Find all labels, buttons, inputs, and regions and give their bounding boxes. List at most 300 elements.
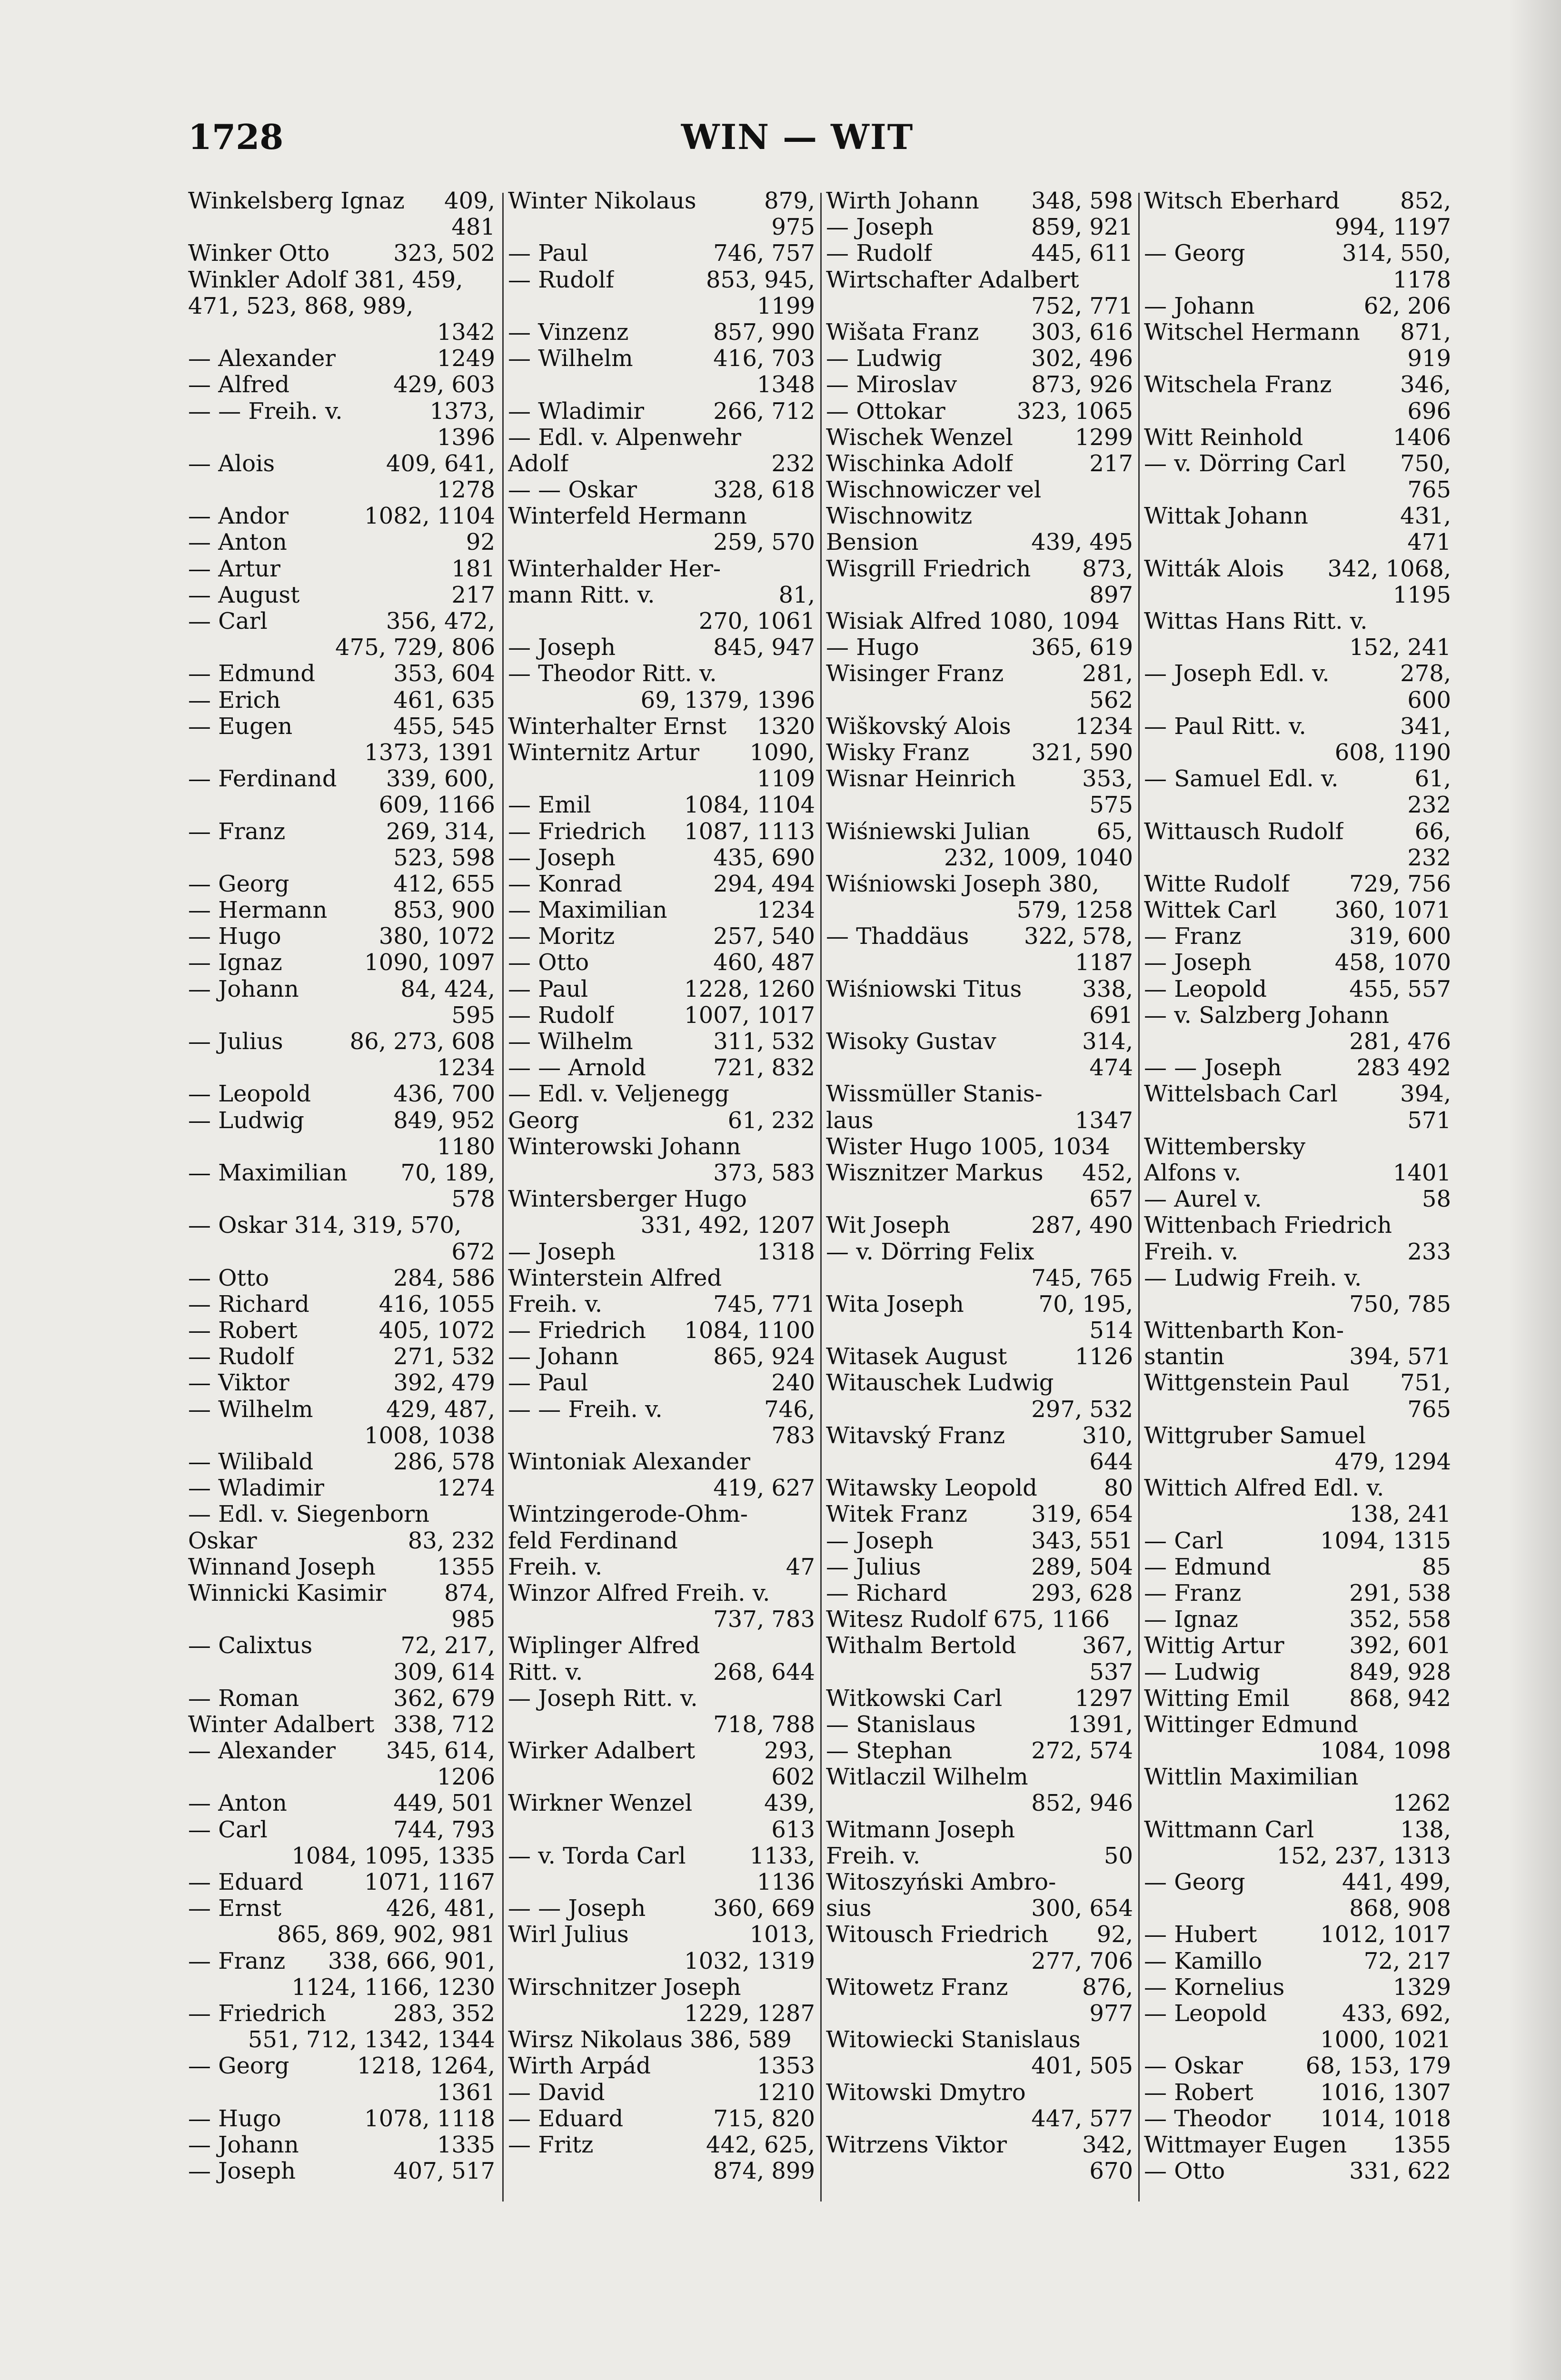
entry-page-refs: 348, 598 <box>1031 188 1133 214</box>
entry-page-refs: 1008, 1038 <box>364 1422 495 1449</box>
entry-name: — Hugo <box>188 923 281 950</box>
entry-name: Georg <box>508 1107 579 1134</box>
index-entry-line <box>188 1449 495 1475</box>
entry-name: — Ludwig Freih. v. <box>1144 1265 1362 1291</box>
entry-page-refs: 613 <box>771 1816 815 1843</box>
entry-page-refs: 718, 788 <box>713 1711 815 1738</box>
entry-page-refs: 644 <box>1089 1449 1133 1475</box>
entry-page-refs: 744, 793 <box>393 1816 495 1843</box>
entry-page-refs: 281, 476 <box>1349 1029 1451 1055</box>
entry-page-refs <box>1446 1212 1451 1239</box>
index-column-4 <box>1144 188 1451 2206</box>
entry-page-refs: 84, 424, <box>400 976 495 1002</box>
index-entry-line <box>826 1423 1133 1449</box>
index-entry-line <box>508 1318 815 1344</box>
index-entry-line <box>1144 1712 1451 1738</box>
entry-page-refs: 367, <box>1082 1633 1133 1659</box>
entry-name: Witowski Dmytro <box>826 2079 1026 2106</box>
index-entry-line <box>508 2106 815 2132</box>
index-entry-line <box>826 1712 1133 1738</box>
entry-page-refs: 232 <box>771 450 815 477</box>
index-entry-line <box>1144 1475 1451 1501</box>
index-entry-line <box>1144 372 1451 398</box>
index-entry-line <box>188 1397 495 1423</box>
index-entry-line <box>1144 1554 1451 1580</box>
entry-page-refs: 58 <box>1422 1186 1451 1213</box>
entry-page-refs <box>810 503 815 529</box>
entry-page-refs: 68, 153, 179 <box>1305 2053 1451 2080</box>
index-entry-line <box>508 1397 815 1423</box>
index-entry-line <box>188 714 495 740</box>
index-entry-line <box>826 766 1133 792</box>
index-entry-line <box>508 2080 815 2106</box>
entry-name: Witesz Rudolf 675, 1166 <box>826 1606 1110 1633</box>
entry-name: Winter Nikolaus <box>508 188 696 214</box>
entry-page-refs: 765 <box>1407 1396 1451 1423</box>
entry-name: — Ludwig <box>826 346 942 372</box>
index-entry-line <box>826 1160 1133 1186</box>
entry-page-refs: 449, 501 <box>393 1790 495 1817</box>
entry-page-refs: 392, 601 <box>1349 1633 1451 1659</box>
index-entry-line <box>826 1055 1133 1081</box>
entry-page-refs: 1391, <box>1067 1711 1133 1738</box>
entry-name: Witousch Friedrich <box>826 1922 1049 1948</box>
entry-name: Wirkner Wenzel <box>508 1790 693 1817</box>
entry-name: — Vinzenz <box>508 319 629 346</box>
entry-name: — Joseph <box>188 2158 296 2185</box>
index-entry-line <box>1144 1186 1451 1212</box>
entry-name: Wisiak Alfred 1080, 1094 <box>826 608 1120 635</box>
entry-page-refs <box>490 1501 495 1527</box>
entry-page-refs <box>810 1974 815 2001</box>
index-entry-line <box>188 897 495 923</box>
index-entry-line <box>826 503 1133 529</box>
entry-name: Winkelsberg Ignaz <box>188 188 405 214</box>
index-entry-line <box>826 661 1133 687</box>
index-entry-line <box>508 1081 815 1107</box>
entry-page-refs: 138, 241 <box>1349 1501 1451 1528</box>
entry-name: — Stanislaus <box>826 1711 976 1738</box>
entry-page-refs: 737, 783 <box>713 1606 815 1633</box>
index-entry-line <box>508 1212 815 1239</box>
index-entry-line <box>508 976 815 1002</box>
index-entry-line <box>508 1686 815 1712</box>
index-entry-line <box>508 923 815 950</box>
entry-name: Wischek Wenzel <box>826 424 1013 451</box>
index-entry-line <box>826 1659 1133 1686</box>
index-entry-line <box>508 1817 815 1843</box>
index-entry-line <box>826 923 1133 950</box>
entry-page-refs: 407, 517 <box>393 2158 495 2185</box>
entry-page-refs: 609, 1166 <box>378 792 495 819</box>
index-entry-line <box>826 1948 1133 1974</box>
entry-name: — Theodor Ritt. v. <box>508 661 717 687</box>
index-entry-line <box>508 582 815 608</box>
index-entry-line <box>188 923 495 950</box>
entry-name: — Franz <box>188 1948 286 1974</box>
index-entry-line <box>826 635 1133 661</box>
index-entry-line <box>1144 1869 1451 1895</box>
index-entry-line <box>188 1318 495 1344</box>
entry-name: Wischinka Adolf <box>826 450 1013 477</box>
entry-page-refs: 1109 <box>756 766 815 793</box>
entry-name: — Eugen <box>188 713 293 740</box>
index-entry-line <box>188 1081 495 1107</box>
index-entry-line <box>826 1974 1133 2001</box>
entry-page-refs: 365, 619 <box>1031 635 1133 661</box>
index-entry-line <box>826 714 1133 740</box>
index-entry-line <box>188 1239 495 1265</box>
index-entry-line <box>1144 1370 1451 1396</box>
entry-name: — Johann <box>1144 293 1255 319</box>
index-entry-line <box>826 214 1133 240</box>
entry-page-refs: 297, 532 <box>1031 1396 1133 1423</box>
index-entry-line <box>508 214 815 240</box>
entry-page-refs: 439, 495 <box>1031 529 1133 556</box>
index-entry-line <box>826 1291 1133 1318</box>
index-entry-line <box>508 635 815 661</box>
index-entry-line <box>1144 188 1451 214</box>
entry-page-refs <box>490 293 495 319</box>
entry-page-refs: 874, <box>444 1580 495 1606</box>
index-entry-line <box>1144 1449 1451 1475</box>
entry-page-refs: 1090, 1097 <box>364 950 495 976</box>
entry-name: — Thaddäus <box>826 923 969 950</box>
entry-name: Wirth Johann <box>826 188 979 214</box>
entry-page-refs: 72, 217 <box>1363 1948 1451 1974</box>
index-entry-line <box>188 214 495 240</box>
entry-page-refs: 474 <box>1089 1055 1133 1081</box>
entry-page-refs: 442, 625, <box>706 2132 815 2158</box>
index-entry-line <box>826 1212 1133 1239</box>
entry-name: — v. Salzberg Johann <box>1144 1002 1389 1029</box>
index-entry-line <box>508 608 815 635</box>
index-entry-line <box>826 346 1133 372</box>
entry-page-refs: 1126 <box>1074 1344 1133 1370</box>
entry-name: Wisky Franz <box>826 739 970 766</box>
entry-name: — Rudolf <box>508 267 615 293</box>
entry-page-refs: 426, 481, <box>386 1895 495 1922</box>
entry-page-refs: 876, <box>1082 1974 1133 2001</box>
entry-page-refs: 1084, 1098 <box>1320 1738 1451 1765</box>
entry-page-refs <box>1446 1712 1451 1738</box>
entry-page-refs: 152, 237, 1313 <box>1276 1843 1451 1869</box>
entry-name: — Eduard <box>188 1869 304 1895</box>
index-entry-line <box>188 188 495 214</box>
entry-page-refs: 152, 241 <box>1349 635 1451 661</box>
index-entry-line <box>508 661 815 687</box>
index-entry-line <box>1144 1817 1451 1843</box>
entry-name: — Joseph <box>826 1527 934 1554</box>
entry-page-refs: 303, 616 <box>1031 319 1133 346</box>
entry-page-refs: 670 <box>1089 2158 1133 2185</box>
index-entry-line <box>1144 425 1451 451</box>
index-entry-line <box>1144 1764 1451 1790</box>
entry-page-refs: 845, 947 <box>713 635 815 661</box>
entry-page-refs: 338, 666, 901, <box>328 1948 495 1974</box>
entry-name: — Alois <box>188 450 275 477</box>
entry-name: — Konrad <box>508 871 622 897</box>
entry-page-refs: 975 <box>771 214 815 241</box>
index-entry-line <box>826 188 1133 214</box>
entry-name: Wittmayer Eugen <box>1144 2132 1347 2158</box>
entry-name: — David <box>508 2079 605 2106</box>
index-entry-line <box>188 661 495 687</box>
entry-page-refs: 311, 532 <box>713 1029 815 1055</box>
entry-page-refs: 1012, 1017 <box>1320 1922 1451 1948</box>
entry-name: — Aurel v. <box>1144 1186 1262 1213</box>
entry-page-refs: 85 <box>1422 1554 1451 1580</box>
entry-page-refs: 452, <box>1082 1160 1133 1186</box>
entry-name: — Georg <box>188 2053 289 2080</box>
entry-page-refs: 232 <box>1407 792 1451 819</box>
entry-name: Wirl Julius <box>508 1922 629 1948</box>
entry-page-refs: 985 <box>451 1606 495 1633</box>
index-entry-line <box>188 845 495 871</box>
entry-name: — Stephan <box>826 1738 953 1765</box>
index-entry-line <box>508 1002 815 1029</box>
entry-page-refs: 310, <box>1082 1422 1133 1449</box>
entry-page-refs: 278, <box>1400 661 1451 687</box>
entry-page-refs: 721, 832 <box>713 1055 815 1081</box>
entry-page-refs: 551, 712, 1342, 1344 <box>248 2027 495 2053</box>
index-entry-line <box>826 372 1133 398</box>
entry-name: — Franz <box>188 818 286 845</box>
entry-name: Witmann Joseph <box>826 1816 1015 1843</box>
index-entry-line <box>188 1659 495 1686</box>
entry-page-refs: 571 <box>1407 1107 1451 1134</box>
entry-page-refs: 849, 928 <box>1349 1659 1451 1686</box>
entry-page-refs: 47 <box>785 1554 815 1580</box>
running-head: WIN — WIT <box>681 117 914 157</box>
entry-page-refs <box>1446 1318 1451 1344</box>
entry-page-refs: 181 <box>451 555 495 582</box>
index-entry-line <box>508 1134 815 1160</box>
index-entry-line <box>826 976 1133 1002</box>
index-entry-line <box>1144 2080 1451 2106</box>
entry-name: — Carl <box>188 1816 268 1843</box>
index-entry-line <box>188 687 495 714</box>
index-entry-line <box>1144 845 1451 871</box>
index-entry-line <box>508 2158 815 2184</box>
index-entry-line <box>1144 1318 1451 1344</box>
entry-page-refs <box>810 1265 815 1291</box>
entry-page-refs: 481 <box>451 214 495 241</box>
entry-page-refs: 871, <box>1400 319 1451 346</box>
entry-name: Winternitz Artur <box>508 739 700 766</box>
entry-name: — August <box>188 582 300 608</box>
entry-page-refs: 1082, 1104 <box>364 503 495 530</box>
entry-page-refs: 461, 635 <box>393 687 495 714</box>
entry-name: — Friedrich <box>188 2000 327 2027</box>
entry-name: Wirth Arpád <box>508 2053 651 2080</box>
entry-name: — Wladimir <box>188 1475 325 1502</box>
entry-page-refs: 1297 <box>1074 1685 1133 1712</box>
index-entry-line <box>508 477 815 503</box>
index-entry-line <box>508 267 815 293</box>
entry-name: — Emil <box>508 792 591 819</box>
entry-page-refs: 471 <box>1407 529 1451 556</box>
entry-page-refs: 436, 700 <box>393 1081 495 1108</box>
entry-name: Witasek August <box>826 1344 1007 1370</box>
index-entry-line <box>188 1475 495 1501</box>
entry-page-refs: 233 <box>1407 1239 1451 1265</box>
entry-page-refs: 319, 654 <box>1031 1501 1133 1528</box>
index-entry-line <box>188 1528 495 1554</box>
index-entry-line <box>826 1318 1133 1344</box>
entry-name: — Carl <box>1144 1527 1223 1554</box>
entry-name: — Theodor <box>1144 2105 1271 2132</box>
entry-name: Freih. v. <box>826 1843 921 1869</box>
index-entry-line <box>188 766 495 792</box>
index-entry-line <box>188 1055 495 1081</box>
entry-page-refs: 1274 <box>437 1475 495 1502</box>
index-entry-line <box>1144 1922 1451 1948</box>
entry-name: Wintzingerode-Ohm- <box>508 1501 748 1528</box>
index-entry-line <box>1144 556 1451 582</box>
entry-page-refs: 65, <box>1096 818 1133 845</box>
index-entry-line <box>188 1869 495 1895</box>
index-entry-line <box>508 1606 815 1633</box>
index-entry-line <box>826 2080 1133 2106</box>
entry-page-refs <box>1128 1764 1133 1790</box>
entry-page-refs: 691 <box>1089 1002 1133 1029</box>
entry-page-refs: 433, 692, <box>1342 2000 1451 2027</box>
index-entry-line <box>188 1134 495 1160</box>
entry-page-refs: 750, <box>1400 450 1451 477</box>
entry-page-refs: 373, 583 <box>713 1160 815 1186</box>
entry-page-refs: 283 492 <box>1356 1055 1451 1081</box>
index-entry-line <box>508 871 815 897</box>
index-entry-line <box>1144 1212 1451 1239</box>
entry-page-refs: 1199 <box>756 293 815 319</box>
entry-name: — Otto <box>1144 2158 1225 2185</box>
index-entry-line <box>1144 451 1451 477</box>
entry-name: — Rudolf <box>508 1002 615 1029</box>
index-entry-line <box>188 1686 495 1712</box>
index-entry-line <box>188 1370 495 1396</box>
entry-name: Wittmann Carl <box>1144 1816 1314 1843</box>
entry-page-refs: 1401 <box>1392 1160 1451 1186</box>
page-header <box>188 117 1407 169</box>
index-entry-line <box>826 950 1133 976</box>
index-entry-line <box>188 792 495 818</box>
index-entry-line <box>826 1397 1133 1423</box>
index-entry-line <box>826 740 1133 766</box>
entry-name: — Joseph <box>508 844 616 871</box>
entry-page-refs: 401, 505 <box>1031 2053 1133 2080</box>
index-entry-line <box>826 1265 1133 1291</box>
entry-name: Witkowski Carl <box>826 1685 1003 1712</box>
entry-name: — Fritz <box>508 2132 594 2158</box>
index-entry-line <box>508 1659 815 1686</box>
index-entry-line <box>508 1580 815 1606</box>
index-entry-line <box>508 714 815 740</box>
entry-page-refs: 873, <box>1082 555 1133 582</box>
entry-name: — Leopold <box>1144 976 1267 1002</box>
entry-page-refs: 302, 496 <box>1031 346 1133 372</box>
entry-name: stantin <box>1144 1344 1225 1370</box>
index-entry-line <box>1144 1738 1451 1764</box>
entry-page-refs: 562 <box>1089 687 1133 714</box>
index-entry-line <box>1144 1974 1451 2001</box>
entry-page-refs <box>1128 1239 1133 1265</box>
entry-name: Witawsky Leopold <box>826 1475 1037 1502</box>
index-entry-line <box>188 819 495 845</box>
column-divider <box>820 193 822 2202</box>
entry-page-refs: 1206 <box>437 1764 495 1791</box>
index-entry-line <box>826 1002 1133 1029</box>
entry-page-refs <box>1128 1817 1133 1843</box>
index-entry-line <box>826 792 1133 818</box>
entry-page-refs <box>490 1212 495 1239</box>
index-entry-line <box>826 687 1133 714</box>
index-entry-line <box>508 1764 815 1790</box>
entry-page-refs: 765 <box>1407 477 1451 504</box>
entry-page-refs: 323, 502 <box>393 240 495 267</box>
index-entry-line <box>188 2132 495 2158</box>
entry-page-refs: 62, 206 <box>1363 293 1451 319</box>
index-entry-line <box>826 451 1133 477</box>
entry-page-refs: 342, 1068, <box>1327 555 1451 582</box>
index-entry-line <box>188 1291 495 1318</box>
index-entry-line <box>508 556 815 582</box>
entry-page-refs: 343, 551 <box>1031 1527 1133 1554</box>
index-entry-line <box>1144 1948 1451 1974</box>
entry-name: — Edl. v. Siegenborn <box>188 1501 429 1528</box>
entry-page-refs: 240 <box>771 1370 815 1397</box>
entry-page-refs: 319, 600 <box>1349 923 1451 950</box>
entry-name: — Joseph <box>508 1239 616 1265</box>
index-entry-line <box>826 819 1133 845</box>
entry-page-refs: 339, 600, <box>386 766 495 793</box>
entry-page-refs: 1078, 1118 <box>364 2105 495 2132</box>
index-entry-line <box>826 608 1133 635</box>
entry-name: Wisoky Gustav <box>826 1029 996 1055</box>
index-entry-line <box>1144 477 1451 503</box>
entry-page-refs: 1084, 1095, 1335 <box>291 1843 495 1869</box>
entry-page-refs: 1320 <box>756 713 815 740</box>
entry-page-refs <box>1446 1134 1451 1160</box>
entry-page-refs: 352, 558 <box>1349 1606 1451 1633</box>
entry-name: Wister Hugo 1005, 1034 <box>826 1133 1110 1160</box>
entry-name: Wirker Adalbert <box>508 1738 696 1765</box>
index-entry-line <box>188 293 495 319</box>
entry-name: — — Freih. v. <box>508 1396 663 1423</box>
entry-name: — Julius <box>188 1029 283 1055</box>
index-entry-line <box>826 1134 1133 1160</box>
index-entry-line <box>508 1974 815 2001</box>
entry-name: Wittek Carl <box>1144 897 1277 924</box>
entry-page-refs: 672 <box>451 1239 495 1265</box>
index-entry-line <box>1144 2001 1451 2027</box>
index-entry-line <box>508 319 815 346</box>
page-number: 1728 <box>188 117 284 157</box>
entry-name: — — Arnold <box>508 1055 646 1081</box>
entry-page-refs: 1229, 1287 <box>684 2000 815 2027</box>
entry-page-refs: 431, <box>1400 503 1451 530</box>
index-entry-line <box>1144 2106 1451 2132</box>
entry-name: — Maximilian <box>188 1160 348 1186</box>
index-entry-line <box>188 1764 495 1790</box>
entry-page-refs: 1234 <box>1074 713 1133 740</box>
entry-page-refs: 321, 590 <box>1031 739 1133 766</box>
entry-page-refs: 479, 1294 <box>1334 1449 1451 1475</box>
index-entry-line <box>188 2158 495 2184</box>
index-entry-line <box>188 976 495 1002</box>
entry-name: Wittich Alfred Edl. v. <box>1144 1475 1384 1502</box>
index-entry-line <box>188 2053 495 2079</box>
